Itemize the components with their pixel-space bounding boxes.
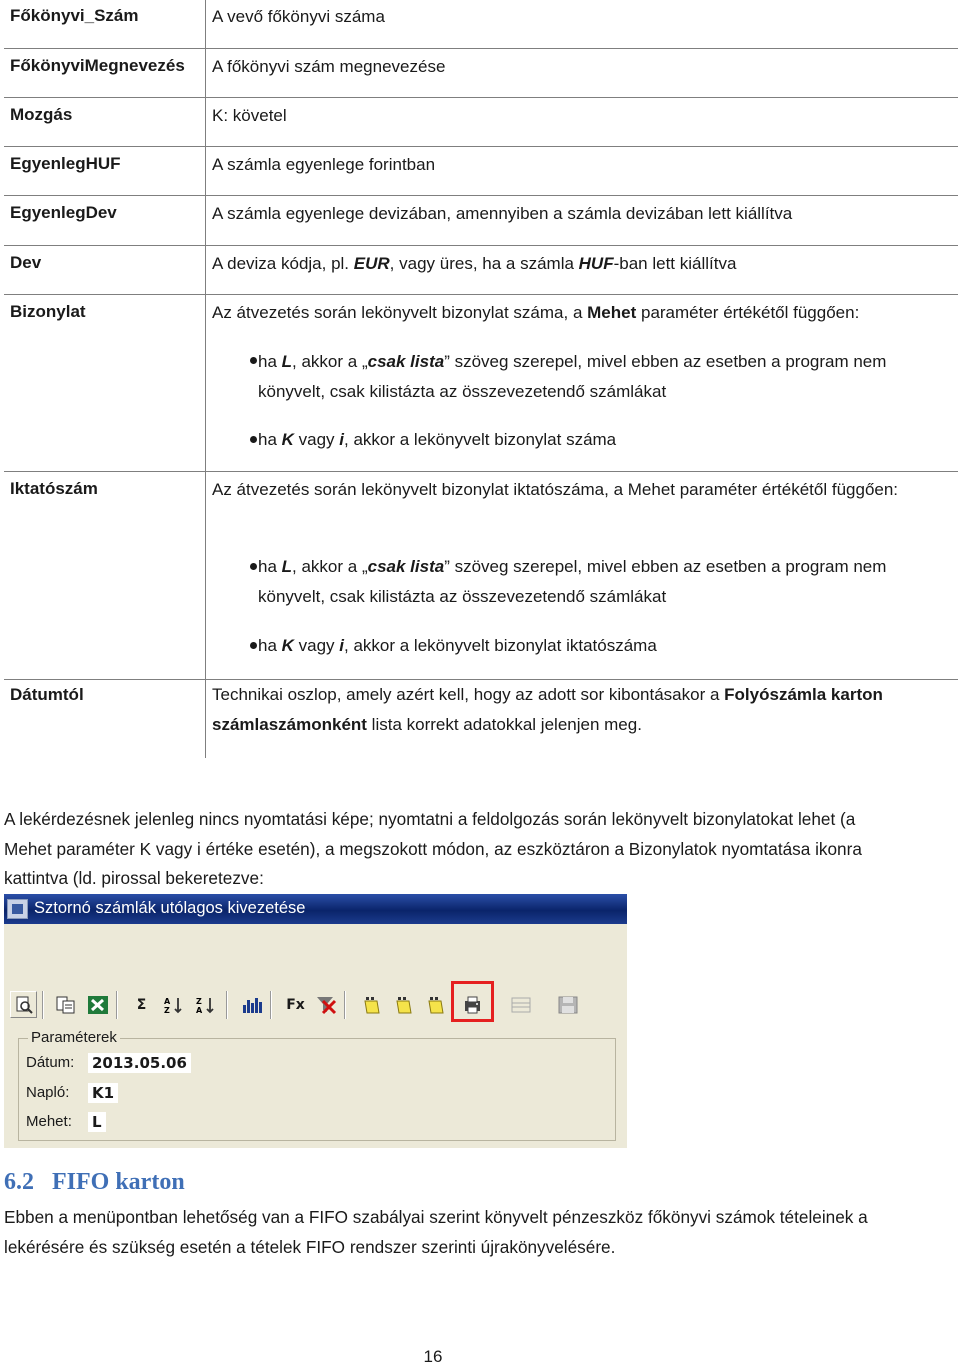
body-paragraph: A lekérdezésnek jelenleg nincs nyomtatási képe; nyomtatni a feldolgozás során lekönyvelt bizonylatokat lehet (a Mehet paraméter K vagy i értéke esetén), a megszokott módon, az eszköztáron a Bizonylatok nyomtatása ikonra kattintva (ld. pirossal bekeretezve:: [4, 809, 862, 888]
bullet-dot: [250, 563, 257, 570]
window-title: Sztornó számlák utólagos kivezetése: [34, 899, 306, 917]
term-description: A deviza kódja, pl. EUR, vagy üres, ha a számla HUF-ban lett kiállítva: [212, 254, 737, 273]
filter-off-icon[interactable]: [312, 991, 339, 1018]
term-label: FőkönyviMegnevezés: [10, 56, 185, 75]
term-label: EgyenlegHUF: [10, 154, 121, 173]
page-number: 16: [423, 1347, 443, 1366]
term-description: A számla egyenlege forintban: [212, 155, 436, 174]
section-number: 6.2: [4, 1169, 34, 1195]
term-label: EgyenlegDev: [10, 203, 117, 222]
bullet-dot: [250, 642, 257, 649]
term-description: K: követel: [212, 106, 287, 125]
param-label: Napló:: [26, 1084, 70, 1101]
params-legend: Paraméterek: [28, 1029, 120, 1046]
toolbar: [4, 986, 627, 1024]
term-description: A vevő főkönyvi száma: [212, 7, 385, 26]
param-label: Mehet:: [26, 1113, 72, 1130]
fx-icon[interactable]: Fx: [286, 996, 305, 1013]
window-titlebar: [4, 894, 627, 924]
term-label: Bizonylat: [10, 302, 86, 321]
column-divider: [205, 0, 206, 758]
term-label: Dev: [10, 253, 42, 272]
sum-icon[interactable]: Σ: [136, 996, 147, 1013]
param-date-field[interactable]: 2013.05.06: [88, 1053, 191, 1073]
copy-icon[interactable]: [52, 991, 79, 1018]
term-label: Mozgás: [10, 105, 73, 124]
chart-icon[interactable]: [238, 991, 265, 1018]
term-label: Főkönyvi_Szám: [10, 6, 139, 25]
bullet-item: ha K vagy i, akkor a lekönyvelt bizonylat száma: [258, 430, 617, 449]
grid-icon[interactable]: [507, 991, 534, 1018]
term-label: Iktatószám: [10, 479, 98, 498]
param-label: Dátum:: [26, 1054, 75, 1071]
bullet-dot: [250, 357, 257, 364]
term-label: Dátumtól: [10, 685, 84, 704]
param-mehet-field[interactable]: L: [88, 1112, 106, 1132]
note-icon[interactable]: [390, 991, 417, 1018]
app-logo-icon: [7, 899, 28, 919]
svg-text:Z: Z: [163, 1005, 170, 1015]
term-description: A számla egyenlege devizában, amennyiben a számla devizában lett kiállítva: [212, 204, 793, 223]
param-journal-field[interactable]: K1: [88, 1083, 118, 1103]
bullet-item: ha K vagy i, akkor a lekönyvelt bizonylat iktatószáma: [258, 636, 657, 655]
term-description: Az átvezetés során lekönyvelt bizonylat száma, a Mehet paraméter értékétől függően:: [212, 303, 860, 322]
section-title: FIFO karton: [52, 1169, 185, 1195]
save-icon[interactable]: [554, 991, 581, 1018]
svg-text:A: A: [195, 1005, 202, 1015]
excel-icon[interactable]: [84, 991, 111, 1018]
note-icon[interactable]: [358, 991, 385, 1018]
sort-asc-icon[interactable]: [160, 991, 187, 1018]
term-description: A főkönyvi szám megnevezése: [212, 57, 446, 76]
svg-text:A: A: [163, 996, 170, 1006]
term-description: Technikai oszlop, amely azért kell, hogy az adott sor kibontásakor a Folyószámla karton számlaszámonként lista korrekt adatokkal jelenjen meg.: [212, 685, 883, 734]
print-documents-highlight: [451, 981, 494, 1022]
app-screenshot: [4, 894, 627, 1148]
sort-desc-icon[interactable]: [192, 991, 219, 1018]
bullet-item: ha L, akkor a „csak lista” szöveg szerepel, mivel ebben az esetben a program nem könyvelt, csak kilistázta az összevezetendő számlákat: [258, 557, 887, 606]
body-paragraph: Ebben a menüpontban lehetőség van a FIFO szabályai szerint könyvelt pénzeszköz főkönyvi számok tételeinek a lekérésére és szükség esetén a tételek FIFO rendszer szerinti újrakönyvelésére.: [4, 1207, 868, 1257]
preview-icon[interactable]: [10, 991, 37, 1018]
bullet-dot: [250, 436, 257, 443]
svg-text:Z: Z: [195, 996, 202, 1006]
section-heading: [4, 1169, 185, 1196]
bullet-item: ha L, akkor a „csak lista” szöveg szerepel, mivel ebben az esetben a program nem könyvelt, csak kilistázta az összevezetendő számlákat: [258, 352, 887, 401]
note-icon[interactable]: [422, 991, 449, 1018]
term-description: Az átvezetés során lekönyvelt bizonylat iktatószáma, a Mehet paraméter értékétől függően:: [212, 480, 899, 499]
